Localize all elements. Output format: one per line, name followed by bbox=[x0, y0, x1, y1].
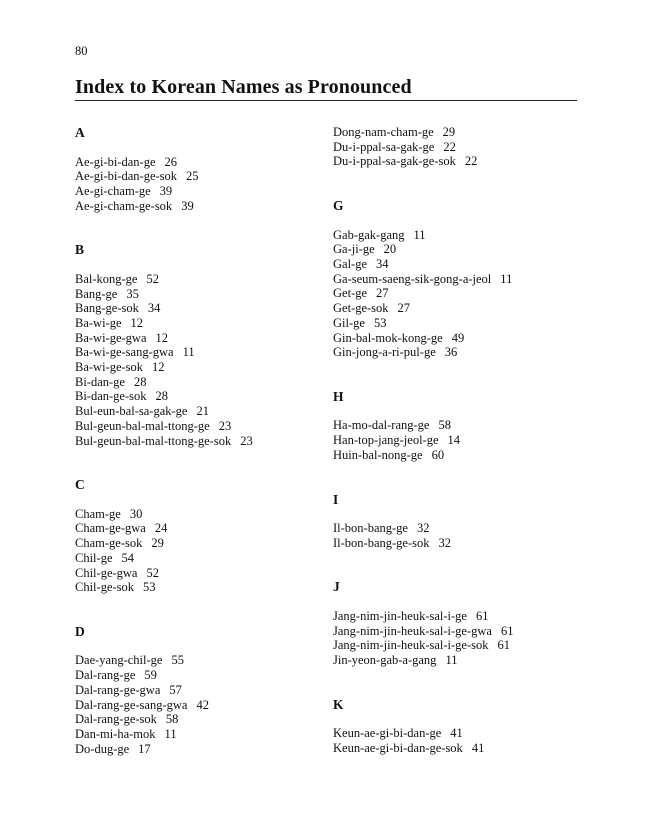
entry-name: Gal-ge bbox=[333, 257, 368, 272]
index-entry bbox=[75, 727, 325, 742]
entry-name: Ha-mo-dal-rang-ge bbox=[333, 418, 430, 433]
section-letter: H bbox=[333, 388, 344, 404]
entry-page: 41 bbox=[471, 740, 485, 755]
index-entry bbox=[333, 257, 583, 272]
entry-name: Jang-nim-jin-heuk-sal-i-ge bbox=[333, 608, 467, 623]
entry-name: Jang-nim-jin-heuk-sal-i-ge-sok bbox=[333, 638, 489, 653]
entry-page: 32 bbox=[416, 521, 430, 536]
entry-name: Du-i-ppal-sa-gak-ge-sok bbox=[333, 154, 456, 169]
entry-name: Cham-ge-sok bbox=[75, 536, 143, 551]
section-letter: J bbox=[333, 579, 340, 595]
entry-name: Get-ge bbox=[333, 286, 368, 301]
entry-name: Cham-ge-gwa bbox=[75, 521, 146, 536]
entry-name: Bul-geun-bal-mal-ttong-ge-sok bbox=[75, 433, 232, 448]
index-entry bbox=[75, 301, 325, 316]
entry-page: 28 bbox=[155, 389, 169, 404]
entry-page: 42 bbox=[196, 697, 209, 712]
index-entry bbox=[75, 331, 325, 346]
entry-name: Dal-rang-ge bbox=[75, 668, 136, 683]
index-entry bbox=[75, 668, 325, 683]
entry-page: 29 bbox=[442, 125, 456, 139]
entry-name: Dan-mi-ha-mok bbox=[75, 726, 156, 741]
entry-name: Get-ge-sok bbox=[333, 301, 389, 316]
entry-name: Keun-ae-gi-bi-dan-ge bbox=[333, 726, 442, 741]
index-entry bbox=[75, 316, 325, 331]
entry-page: 55 bbox=[171, 653, 184, 668]
index-entry bbox=[333, 154, 583, 169]
entry-name: Gab-gak-gang bbox=[333, 227, 405, 242]
entry-name: Ae-gi-cham-ge bbox=[75, 183, 151, 198]
entry-page: 12 bbox=[155, 330, 168, 345]
entry-page: 11 bbox=[413, 227, 426, 242]
entry-name: Chil-ge-sok bbox=[75, 580, 135, 595]
entry-page: 21 bbox=[196, 404, 209, 419]
entry-name: Bi-dan-ge-sok bbox=[75, 389, 147, 404]
entry-page: 26 bbox=[164, 154, 178, 169]
entry-name: Ba-wi-ge-sang-gwa bbox=[75, 345, 174, 360]
entry-page: 11 bbox=[164, 726, 177, 741]
entry-name: Bal-kong-ge bbox=[75, 271, 138, 286]
index-entry bbox=[75, 712, 325, 727]
index-entry bbox=[75, 742, 325, 757]
section-letter: I bbox=[333, 491, 339, 507]
index-entry bbox=[75, 434, 325, 449]
index-entry bbox=[333, 638, 583, 653]
index-entry bbox=[75, 653, 325, 668]
entry-name: Jin-yeon-gab-a-gang bbox=[333, 653, 437, 668]
index-entry bbox=[75, 521, 325, 536]
entry-page: 22 bbox=[464, 154, 478, 169]
index-entry bbox=[75, 155, 325, 170]
index-entry bbox=[333, 286, 583, 301]
entry-name: Keun-ae-gi-bi-dan-ge-sok bbox=[333, 740, 463, 755]
index-entry bbox=[75, 419, 325, 434]
entry-page: 11 bbox=[445, 653, 458, 668]
entry-name: Bang-ge bbox=[75, 286, 118, 301]
entry-page: 25 bbox=[186, 169, 199, 184]
entry-page: 32 bbox=[438, 535, 451, 550]
entry-page: 24 bbox=[154, 521, 168, 536]
entry-page: 23 bbox=[218, 418, 232, 433]
section-letter: G bbox=[333, 198, 344, 214]
index-entry bbox=[333, 316, 583, 331]
entry-page: 27 bbox=[376, 286, 389, 301]
entry-page: 23 bbox=[240, 433, 253, 448]
index-section-h bbox=[333, 389, 583, 463]
entry-name: Ba-wi-ge bbox=[75, 315, 122, 330]
page-title: Index to Korean Names as Pronounced bbox=[75, 76, 412, 98]
index-entry bbox=[75, 169, 325, 184]
entry-name: Gin-bal-mok-kong-ge bbox=[333, 330, 443, 345]
title-rule bbox=[75, 100, 577, 101]
index-section-d bbox=[75, 624, 325, 756]
entry-name: Du-i-ppal-sa-gak-ge bbox=[333, 139, 435, 154]
entry-page: 22 bbox=[443, 139, 456, 154]
index-entry bbox=[333, 418, 583, 433]
index-entry bbox=[333, 521, 583, 536]
entry-name: Dal-rang-ge-sang-gwa bbox=[75, 697, 188, 712]
index-entry bbox=[75, 566, 325, 581]
entry-page: 28 bbox=[133, 374, 147, 389]
index-entry bbox=[75, 683, 325, 698]
index-entry bbox=[75, 698, 325, 713]
entry-page: 58 bbox=[165, 712, 179, 727]
index-entry bbox=[333, 624, 583, 639]
entry-page: 29 bbox=[151, 536, 164, 551]
index-entry bbox=[333, 448, 583, 463]
entry-name: Huin-bal-nong-ge bbox=[333, 447, 423, 462]
index-column-right bbox=[333, 125, 583, 785]
index-entry bbox=[75, 536, 325, 551]
entry-page: 39 bbox=[159, 183, 173, 198]
entry-page: 54 bbox=[121, 550, 134, 565]
section-letter: B bbox=[75, 242, 85, 258]
index-section-j bbox=[333, 579, 583, 667]
entry-page: 35 bbox=[126, 286, 139, 301]
entry-page: 49 bbox=[451, 330, 465, 345]
entry-name: Dae-yang-chil-ge bbox=[75, 653, 163, 668]
entry-page: 41 bbox=[450, 726, 463, 741]
index-entry bbox=[333, 272, 583, 287]
entry-page: 27 bbox=[397, 301, 411, 316]
entry-name: Gil-ge bbox=[333, 315, 365, 330]
entry-name: Ga-ji-ge bbox=[333, 242, 375, 257]
entry-page: 14 bbox=[447, 433, 461, 448]
index-entry bbox=[333, 741, 583, 756]
entry-name: Cham-ge bbox=[75, 506, 121, 521]
index-entry bbox=[75, 184, 325, 199]
index-entry bbox=[333, 536, 583, 551]
entry-name: Han-top-jang-jeol-ge bbox=[333, 433, 439, 448]
entry-name: Ae-gi-cham-ge-sok bbox=[75, 198, 173, 213]
entry-page: 61 bbox=[500, 623, 514, 638]
entry-page: 57 bbox=[169, 682, 182, 697]
index-entry bbox=[333, 125, 583, 140]
section-letter: A bbox=[75, 125, 85, 140]
index-column-left bbox=[75, 125, 325, 785]
index-entry bbox=[75, 287, 325, 302]
index-entry bbox=[333, 228, 583, 243]
entry-page: 60 bbox=[431, 447, 445, 462]
entry-name: Gin-jong-a-ri-pul-ge bbox=[333, 345, 436, 360]
page-number: 80 bbox=[75, 44, 88, 58]
entry-name: Jang-nim-jin-heuk-sal-i-ge-gwa bbox=[333, 623, 492, 638]
index-entry bbox=[333, 331, 583, 346]
entry-page: 53 bbox=[373, 315, 387, 330]
entry-name: Dal-rang-ge-sok bbox=[75, 712, 157, 727]
index-entry bbox=[75, 389, 325, 404]
entry-name: Chil-ge-gwa bbox=[75, 565, 138, 580]
index-section-continued bbox=[333, 125, 583, 169]
index-section-b bbox=[75, 242, 325, 448]
index-entry bbox=[75, 404, 325, 419]
entry-page: 20 bbox=[383, 242, 397, 257]
index-section-i bbox=[333, 492, 583, 551]
index-section-k bbox=[333, 697, 583, 756]
entry-name: Ga-seum-saeng-sik-gong-a-jeol bbox=[333, 271, 492, 286]
entry-name: Ae-gi-bi-dan-ge-sok bbox=[75, 169, 178, 184]
section-letter: K bbox=[333, 696, 344, 712]
index-entry bbox=[333, 301, 583, 316]
index-entry bbox=[333, 242, 583, 257]
entry-name: Bi-dan-ge bbox=[75, 374, 125, 389]
index-section-c bbox=[75, 477, 325, 595]
entry-page: 61 bbox=[475, 608, 489, 623]
index-entry bbox=[75, 375, 325, 390]
index-section-g bbox=[333, 198, 583, 360]
entry-page: 12 bbox=[152, 360, 165, 375]
entry-name: Bang-ge-sok bbox=[75, 301, 139, 316]
entry-page: 34 bbox=[376, 257, 389, 272]
index-entry bbox=[75, 345, 325, 360]
index-entry bbox=[75, 551, 325, 566]
index-entry bbox=[75, 199, 325, 214]
entry-name: Chil-ge bbox=[75, 550, 113, 565]
entry-name: Do-dug-ge bbox=[75, 741, 130, 756]
index-entry bbox=[75, 272, 325, 287]
entry-name: Ba-wi-ge-gwa bbox=[75, 330, 147, 345]
index-section-a bbox=[75, 125, 325, 213]
entry-page: 61 bbox=[497, 638, 511, 653]
index-entry bbox=[333, 609, 583, 624]
entry-page: 11 bbox=[500, 271, 513, 286]
index-entry bbox=[333, 653, 583, 668]
entry-page: 34 bbox=[147, 301, 161, 316]
index-entry bbox=[75, 360, 325, 375]
entry-page: 58 bbox=[438, 418, 451, 433]
entry-page: 17 bbox=[138, 741, 151, 756]
entry-name: Ae-gi-bi-dan-ge bbox=[75, 154, 156, 169]
index-entry bbox=[75, 507, 325, 522]
entry-name: Bul-eun-bal-sa-gak-ge bbox=[75, 404, 188, 419]
entry-name: Dong-nam-cham-ge bbox=[333, 125, 434, 139]
entry-name: Ba-wi-ge-sok bbox=[75, 360, 144, 375]
entry-page: 12 bbox=[130, 315, 144, 330]
entry-name: Bul-geun-bal-mal-ttong-ge bbox=[75, 418, 210, 433]
entry-page: 59 bbox=[144, 668, 157, 683]
entry-page: 30 bbox=[129, 506, 143, 521]
entry-page: 36 bbox=[444, 345, 458, 360]
entry-name: Il-bon-bang-ge-sok bbox=[333, 535, 430, 550]
index-entry bbox=[75, 580, 325, 595]
entry-page: 11 bbox=[182, 345, 195, 360]
index-entry bbox=[333, 726, 583, 741]
section-letter: D bbox=[75, 623, 85, 639]
entry-page: 52 bbox=[146, 271, 159, 286]
index-entry bbox=[333, 345, 583, 360]
index-entry bbox=[333, 140, 583, 155]
section-letter: C bbox=[75, 477, 85, 493]
entry-name: Dal-rang-ge-gwa bbox=[75, 682, 161, 697]
entry-page: 53 bbox=[143, 580, 156, 595]
entry-page: 39 bbox=[181, 198, 194, 213]
entry-name: Il-bon-bang-ge bbox=[333, 521, 408, 536]
entry-page: 52 bbox=[146, 565, 159, 580]
index-entry bbox=[333, 433, 583, 448]
